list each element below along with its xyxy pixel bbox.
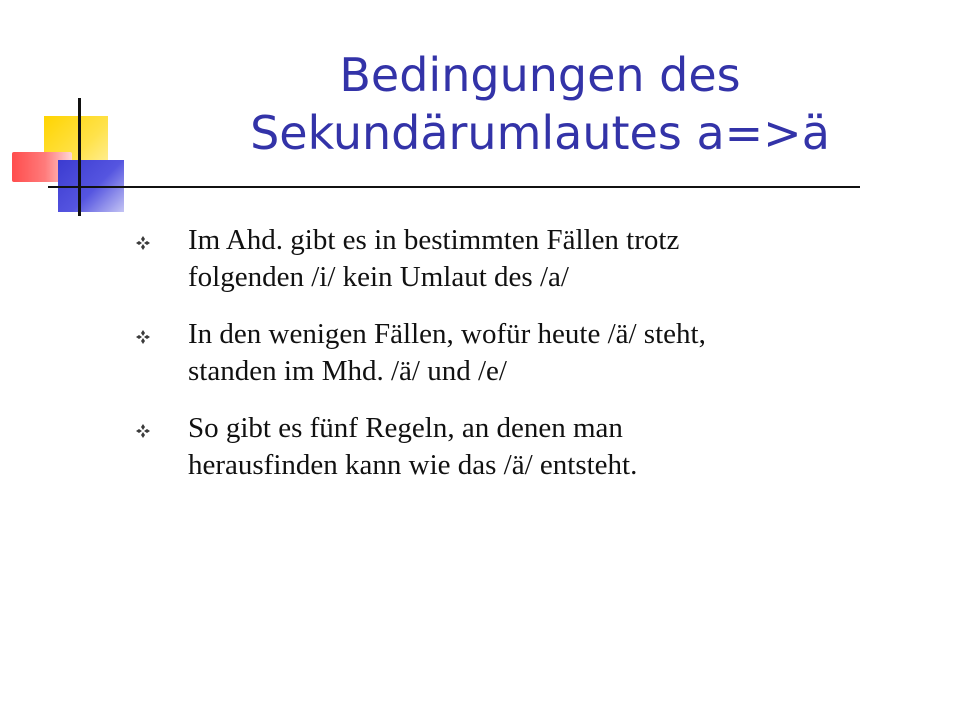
bullet-item-2 [134, 316, 874, 390]
bullet-text-3 [188, 410, 874, 484]
bullet-text-1 [188, 222, 874, 296]
vertical-rule [78, 98, 81, 216]
title-line-2: Sekundärumlautes a=>ä [250, 106, 830, 160]
bullet-item-1 [134, 222, 874, 296]
bullet-1-line-2: folgenden /i/ kein Umlaut des /a/ [188, 261, 569, 293]
bullet-text-2 [188, 316, 874, 390]
title-underline-rule [48, 186, 860, 188]
bullet-item-3 [134, 410, 874, 484]
diamond-bullet-icon [136, 236, 150, 250]
title-line-1: Bedingungen des [339, 48, 741, 102]
bullet-3-line-2: herausfinden kann wie das /ä/ entsteht. [188, 449, 638, 481]
decorative-logo [0, 0, 140, 230]
bullet-2-line-2: standen im Mhd. /ä/ und /e/ [188, 355, 507, 387]
bullet-1-line-1: Im Ahd. gibt es in bestimmten Fällen trotz [188, 224, 680, 256]
diamond-bullet-icon [136, 424, 150, 438]
bullet-2-line-1: In den wenigen Fällen, wofür heute /ä/ steht, [188, 318, 706, 350]
slide-title [190, 46, 890, 162]
bullet-3-line-1: So gibt es fünf Regeln, an denen man [188, 412, 623, 444]
bullet-list [134, 222, 874, 504]
diamond-bullet-icon [136, 330, 150, 344]
